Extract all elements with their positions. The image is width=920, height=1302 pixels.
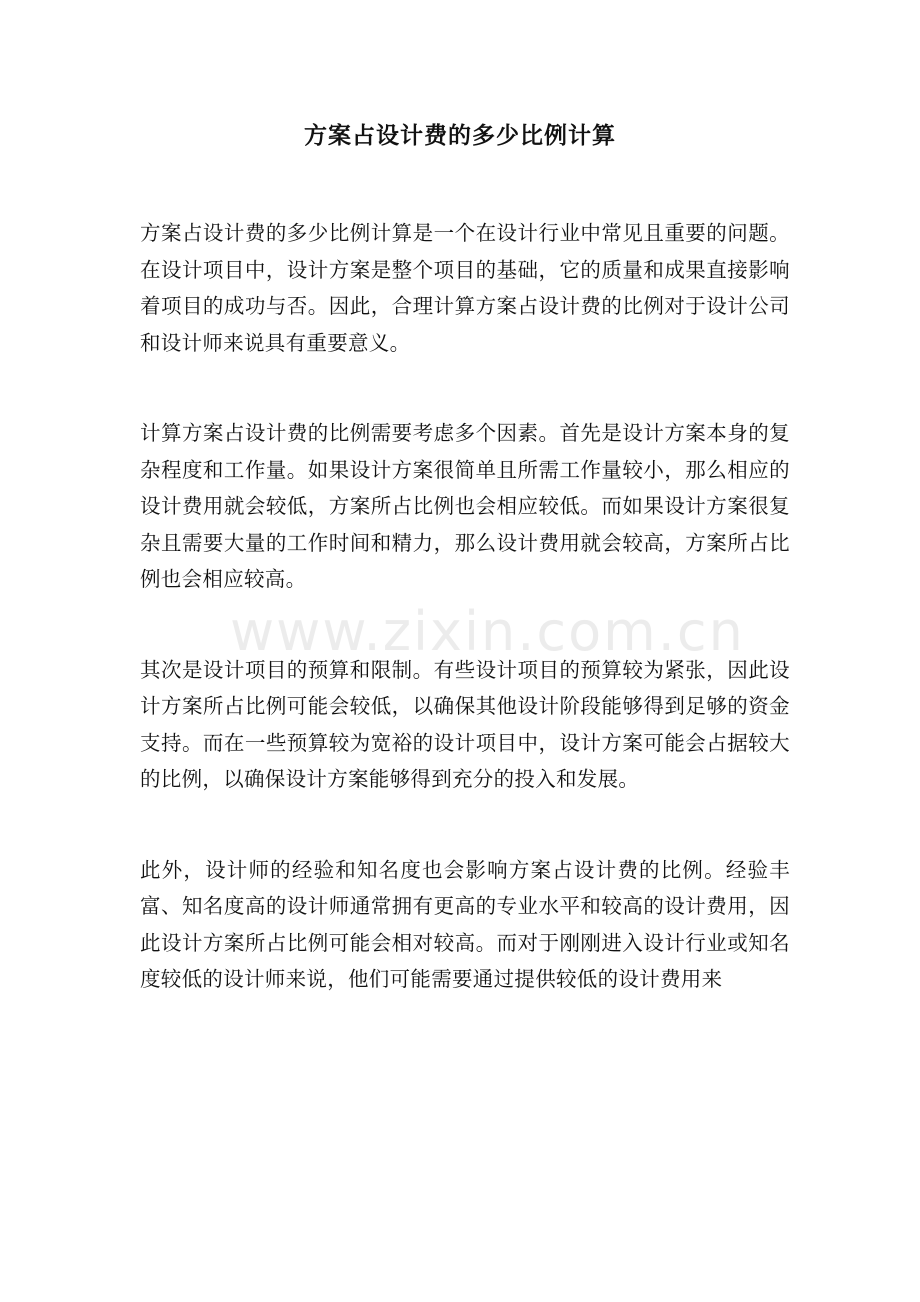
paragraph-4: 此外，设计师的经验和知名度也会影响方案占设计费的比例。经验丰富、知名度高的设计师通常拥有更高的专业水平和较高的设计费用，因此设计方案所占比例可能会相对较高。而对于刚刚进入设计行业或知名度较低的设计师来说，他们可能需要通过提供较低的设计费用来 [140, 857, 790, 991]
paragraph-3: 其次是设计项目的预算和限制。有些设计项目的预算较为紧张，因此设计方案所占比例可能会较低，以确保其他设计阶段能够得到足够的资金支持。而在一些预算较为宽裕的设计项目中，设计方案可能会占据较大的比例，以确保设计方案能够得到充分的投入和发展。 [140, 657, 790, 791]
paragraph-1: 方案占设计费的多少比例计算是一个在设计行业中常见且重要的问题。在设计项目中，设计方案是整个项目的基础，它的质量和成果直接影响着项目的成功与否。因此，合理计算方案占设计费的比例对于设计公司和设计师来说具有重要意义。 [140, 221, 790, 355]
document-title: 方案占设计费的多少比例计算 [304, 122, 616, 149]
document-body [140, 215, 790, 1052]
watermark: www.zixin.com.cn [230, 600, 745, 663]
paragraph-2: 计算方案占设计费的比例需要考虑多个因素。首先是设计方案本身的复杂程度和工作量。如果设计方案很简单且所需工作量较小，那么相应的设计费用就会较低，方案所占比例也会相应较低。而如果设计方案很复杂且需要大量的工作时间和精力，那么设计费用就会较高，方案所占比例也会相应较高。 [140, 421, 790, 591]
